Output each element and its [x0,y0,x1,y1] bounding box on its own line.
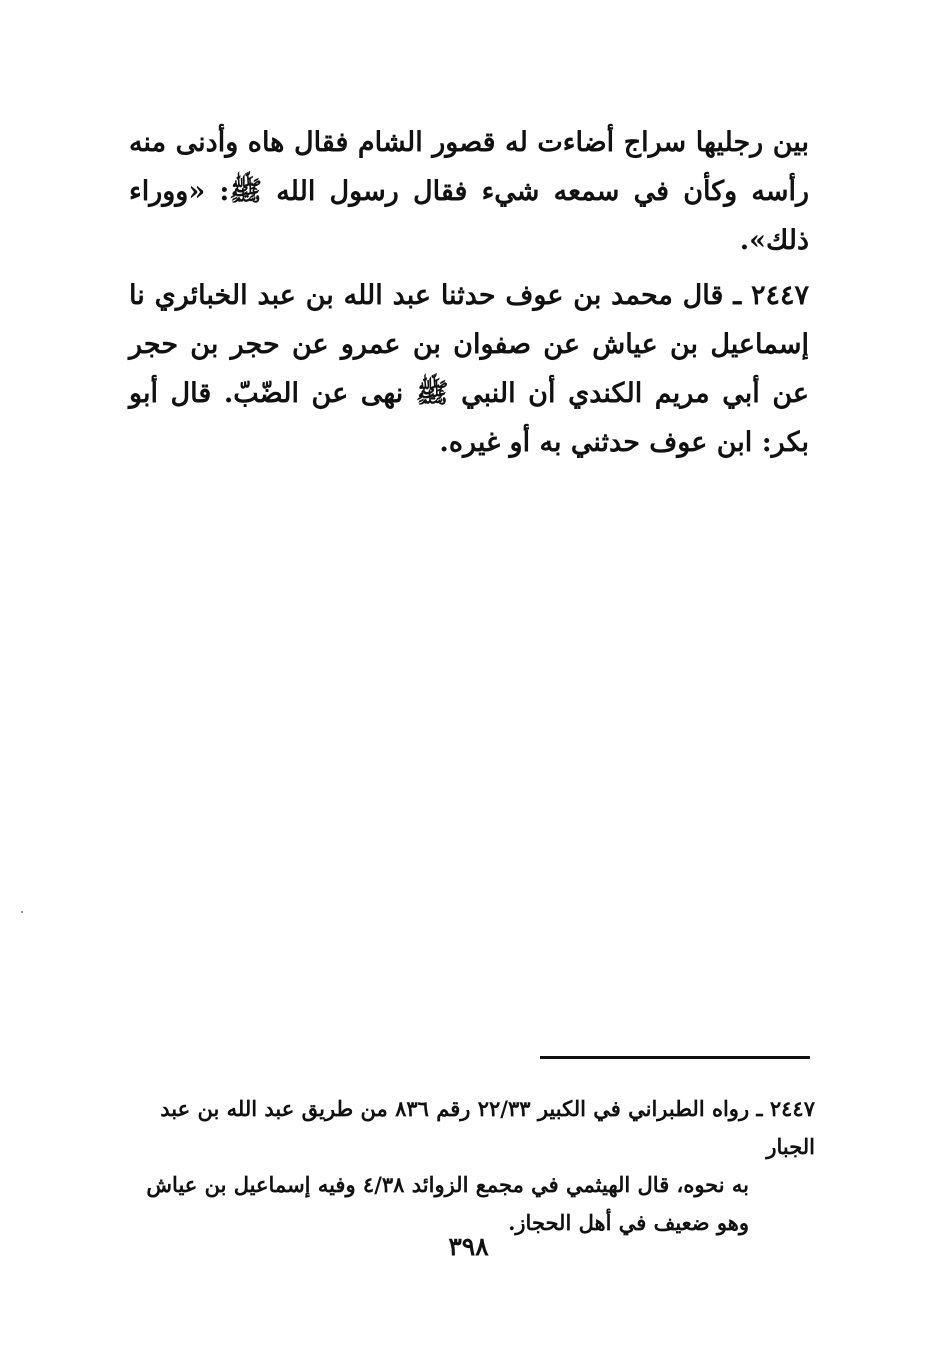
paragraph-hadith-2447: ٢٤٤٧ ـ قال محمد بن عوف حدثنا عبد الله بن عبد الخبائري نا إسماعيل بن عياش عن صفوان بن عمرو عن حجر بن حجر عن أبي مريم الكندي أن النبي ﷺ نهى عن الضّبّ. قال أبو بكر: ابن عوف حدثني به أو غيره. [129,280,809,458]
scan-speck [21,911,23,913]
footnote-separator [540,1056,810,1059]
paragraph-continuation: بين رجليها سراج أضاءت له قصور الشام فقال هاه وأدنى منه رأسه وكأن في سمعه شيء فقال رسول الله ﷺ: «ووراء ذلك». [129,127,809,256]
page-number: ٣٩٨ [448,1232,489,1261]
footnote-first-line: ٢٤٤٧ ـ رواه الطبراني في الكبير ٢٢/٣٣ رقم ٨٣٦ من طريق عبد الله بن عبد الجبار [160,1096,815,1159]
footnote-continuation: به نحوه، قال الهيثمي في مجمع الزوائد ٤/٣٨ وفيه إسماعيل بن عياش وهو ضعيف في أهل الحجاز. [146,1172,749,1235]
footnote-block [125,1090,815,1242]
main-text-block [129,118,809,467]
